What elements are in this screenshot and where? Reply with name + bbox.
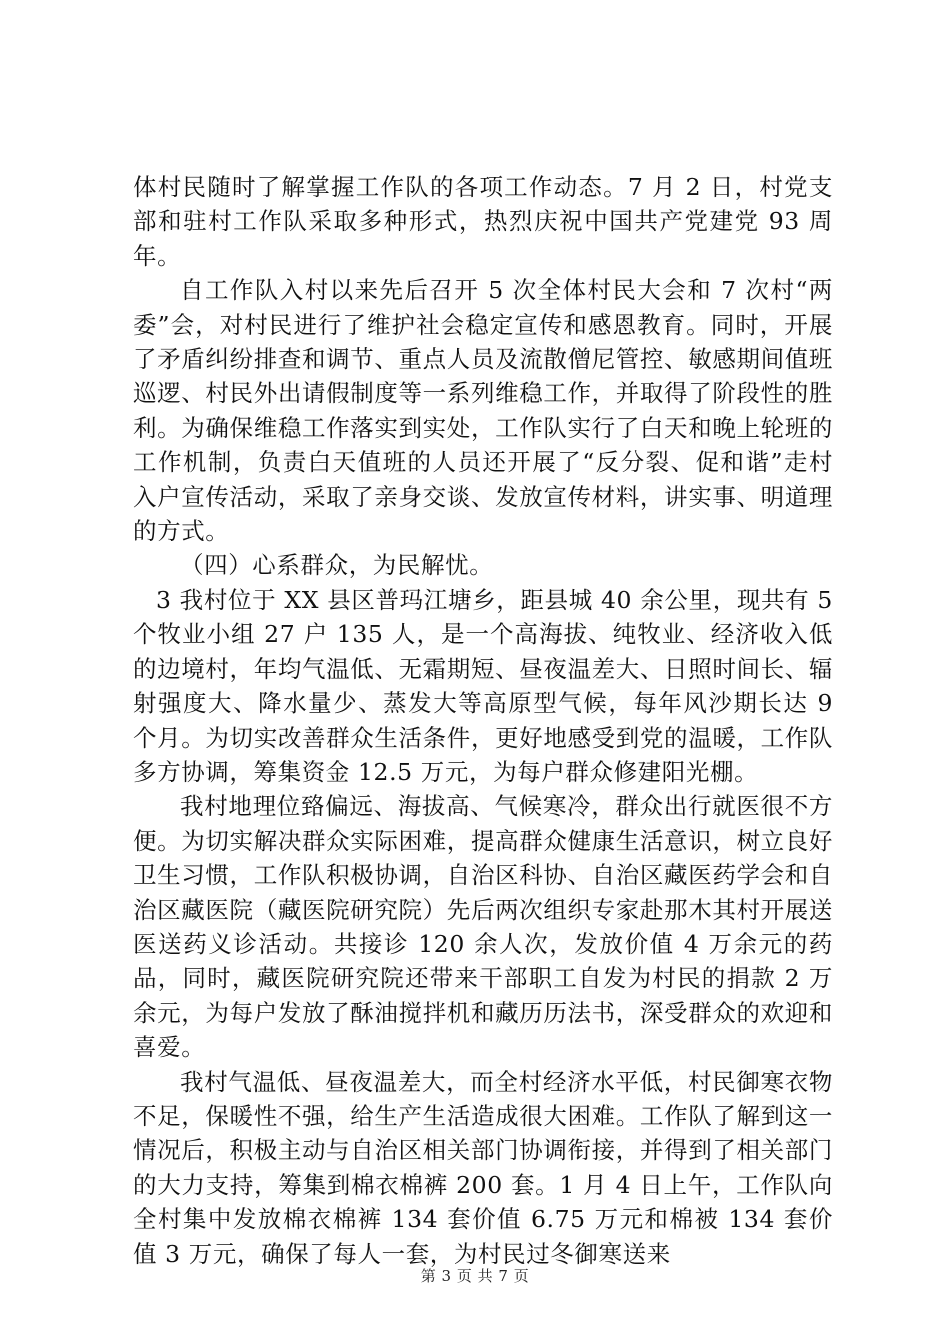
paragraph-continuation: 体村民随时了解掌握工作队的各项工作动态。7 月 2 日，村党支部和驻村工作队采取多种形式，热烈庆祝中国共产党建党 93 周年。	[133, 173, 833, 270]
page-footer: 第 3 页 共 7 页	[420, 1267, 530, 1285]
paragraph-stability-work: 自工作队入村以来先后召开 5 次全体村民大会和 7 次村“两委”会，对村民进行了维护社会稳定宣传和感恩教育。同时，开展了矛盾纠纷排查和调节、重点人员及流散僧尼管控、敏感期间值班巡逻、村民外出请假制度等一系列维稳工作，并取得了阶段性的胜利。为确保维稳工作落实到实处，工作队实行了白天和晚上轮班的工作机制，负责白天值班的人员还开展了“反分裂、促和谐”走村入户宣传活动，采取了亲身交谈、发放宣传材料，讲实事、明道理的方式。	[133, 276, 833, 546]
document-body	[133, 170, 842, 1271]
paragraph-winter-clothing: 我村气温低、昼夜温差大，而全村经济水平低，村民御寒衣物不足，保暖性不强，给生产生活造成很大困难。工作队了解到这一情况后，积极主动与自治区相关部门协调衔接，并得到了相关部门的大力支持，筹集到棉衣棉裤 200 套。1 月 4 日上午，工作队向全村集中发放棉衣棉裤 134 套价值 6.75 万元和棉被 134 套价值 3 万元，确保了每人一套，为村民过冬御寒送来	[133, 1067, 833, 1268]
paragraph-medical-aid: 我村地理位臵偏远、海拔高、气候寒冷，群众出行就医很不方便。为切实解决群众实际困难，提高群众健康生活意识，树立良好卫生习惯，工作队积极协调，自治区科协、自治区藏医药学会和自治区藏医院（藏医院研究院）先后两次组织专家赴那木其村开展送医送药义诊活动。共接诊 120 余人次，发放价值 4 万余元的药品，同时，藏医院研究院还带来干部职工自发为村民的捐款 2 万余元，为每户发放了酥油搅拌机和藏历历法书，深受群众的欢迎和喜爱。	[133, 792, 833, 1062]
paragraph-village-overview: 3 我村位于 XX 县区普玛江塘乡，距县城 40 余公里，现共有 5 个牧业小组 27 户 135 人，是一个高海拔、纯牧业、经济收入低的边境村，年均气温低、无霜期短、昼夜温差大、日照时间长、辐射强度大、降水量少、蒸发大等高原型气候，每年风沙期长达 9 个月。为切实改善群众生活条件，更好地感受到党的温暖，工作队多方协调，筹集资金 12.5 万元，为每户群众修建阳光棚。	[133, 585, 842, 786]
section-heading-caring-masses: （四）心系群众，为民解忧。	[180, 551, 494, 580]
